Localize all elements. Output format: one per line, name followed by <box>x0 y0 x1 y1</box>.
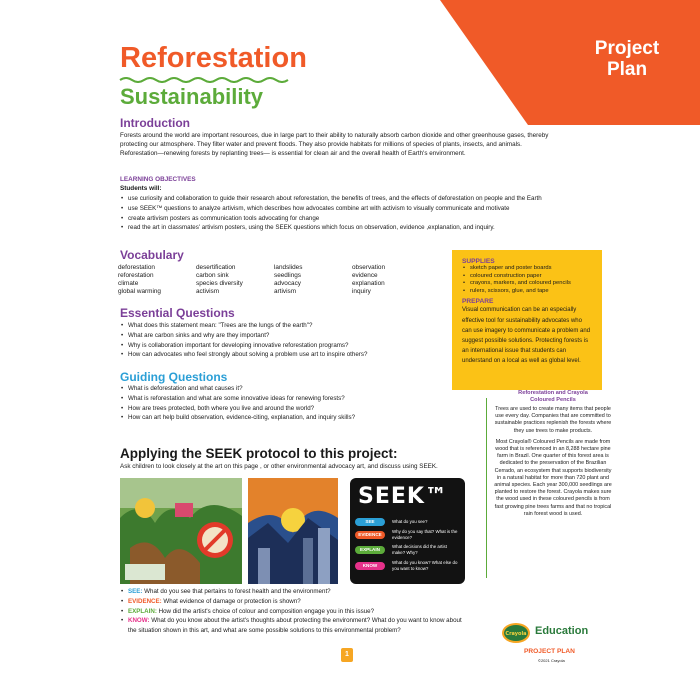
guiding-item: • What is reforestation and what are some innovative ideas for renewing forests? <box>120 394 450 404</box>
supply-item: • sketch paper and poster boards <box>462 265 592 273</box>
page-title: Reforestation <box>120 42 307 74</box>
vocab-cell: advocacy <box>274 280 301 287</box>
vocab-cell: carbon sink <box>196 272 229 279</box>
artwork-rainforest-image <box>120 478 242 584</box>
crayola-sidebar <box>493 390 613 518</box>
guiding-heading: Guiding Questions <box>120 370 228 384</box>
seek-item-see <box>120 587 465 597</box>
vocabulary-table <box>118 264 401 296</box>
seek-label-know: KNOW: <box>128 617 150 625</box>
objectives-list <box>120 194 570 233</box>
supply-item: • crayons, markers, and coloured pencils <box>462 280 592 288</box>
sidebar-paragraph-2: Most Crayola® Coloured Pencils are made from wood that is referenced in an 8,288 hectare pine farm in Brazil. One quarter of this forest area is dedicated to the preservation of the Brazilian Cerrado, an ecosystem that supports biodiversity in a natural habitat for more than 720 plant and animal species. Each year 300,000 seedlings are planted to restore the forest. Crayola makes sure the wood used in these coloured pencils is from fast growing pine trees farms and that no tropical rain forest wood is used. <box>494 438 612 517</box>
vocab-cell: seedlings <box>274 272 302 279</box>
seek-label-explain: EXPLAIN: <box>128 607 157 615</box>
crayola-logo-text: Crayola <box>505 631 527 637</box>
vocab-cell: inquiry <box>352 288 371 295</box>
education-word: Education <box>535 625 589 637</box>
seek-label-evidence: EVIDENCE: <box>128 597 162 605</box>
sidebar-heading-line1: Reforestation and Crayola <box>518 390 588 396</box>
supply-item: • rulers, scissors, glue, and tape <box>462 288 592 296</box>
sidebar-divider <box>486 398 487 578</box>
prepare-heading: PREPARE <box>462 298 494 306</box>
vocab-cell: activism <box>196 288 220 295</box>
essential-item: • What does this statement mean: "Trees are the lungs of the earth"? <box>120 321 450 331</box>
seek-lead: Ask children to look closely at the art on this page , or other environmental advocacy art, and discuss using SEEK. <box>120 463 438 470</box>
seek-question-see: What do you see? <box>392 519 428 524</box>
sidebar-paragraph-1: Trees are used to create many items that people use every day. Companies that are committed to sustainable practices replenish the forests where they use trees to make products. <box>494 406 612 434</box>
essential-item: • What are carbon sinks and why are they important? <box>120 331 450 341</box>
project-plan-banner <box>440 0 700 125</box>
vocab-cell: landslides <box>274 264 303 271</box>
seek-text-evidence: What evidence of damage or protection is shown? <box>161 597 301 605</box>
objective-item: • use curiosity and collaboration to guide their research about reforestation, the benefits of trees, and the effects of deforestation on people and the Earth <box>120 194 570 204</box>
vocab-cell: species diversity <box>196 280 243 287</box>
seek-list <box>120 587 465 636</box>
vocab-cell: global warming <box>118 288 161 295</box>
seek-question-evidence: Why do you say that? What is the evidence? <box>392 529 458 540</box>
essential-heading: Essential Questions <box>120 306 235 320</box>
artwork-city-fire-image <box>248 478 338 584</box>
essential-item: • How can advocates who feel strongly about solving a problem use art to inspire others? <box>120 350 450 360</box>
objectives-heading: LEARNING OBJECTIVES <box>120 176 196 183</box>
vocab-cell: artivism <box>274 288 297 295</box>
intro-heading: Introduction <box>120 116 190 130</box>
title-underline-squiggle <box>118 75 298 83</box>
banner-label <box>572 38 682 80</box>
footer-copyright: ©2021 Crayola <box>538 658 565 663</box>
seek-pill-know: KNOW <box>355 562 385 570</box>
vocab-cell: evidence <box>352 272 378 279</box>
supply-item: • coloured construction paper <box>462 273 592 281</box>
essential-item: • Why is collaboration important for developing innovative reforestation programs? <box>120 341 450 351</box>
vocab-cell: reforestation <box>118 272 154 279</box>
banner-label-line2: Plan <box>606 59 648 80</box>
seek-heading: Applying the SEEK protocol to this project: <box>120 446 398 461</box>
seek-pill-evidence: EVIDENCE <box>355 531 385 539</box>
supplies-list <box>462 265 592 295</box>
seek-text-explain: How did the artist's choice of colour and composition engage you in this issue? <box>156 607 375 615</box>
seek-label-see: SEE: <box>128 588 143 595</box>
page-subtitle: Sustainability <box>120 84 264 109</box>
seek-text-see: What do you see that pertains to forest health and the environment? <box>142 588 331 595</box>
vocab-cell: observation <box>352 264 386 271</box>
objective-item: • create artivism posters as communication tools advocating for change <box>120 214 570 224</box>
seek-card-title: SEEK™ <box>358 484 448 509</box>
objectives-lead: Students will: <box>120 185 162 192</box>
page-number: 1 <box>341 648 353 662</box>
vocab-cell: desertification <box>196 264 236 271</box>
seek-pill-see: SEE <box>355 518 385 526</box>
guiding-item: • How can art help build observation, evidence-citing, explanation, and inquiry skills? <box>120 413 450 423</box>
seek-question-know: What do you know? What else do you want to know? <box>392 560 458 571</box>
vocab-cell: deforestation <box>118 264 155 271</box>
seek-question-explain: What decisions did the artist make? Why? <box>392 544 447 555</box>
seek-item-explain <box>120 607 465 617</box>
seek-text-know: What do you know about the artist's thoughts about protecting the environment? What do you want to know about the situation shown in this art, and what are some possible solutions to this environmental problem? <box>128 617 462 635</box>
seek-pill-explain: EXPLAIN <box>355 546 385 554</box>
seek-item-know <box>120 616 465 636</box>
guiding-item: • How are trees protected, both where you live and around the world? <box>120 404 450 414</box>
intro-text: Forests around the world are important resources, due in large part to their ability to naturally absorb carbon dioxide and other greenhouse gases, thereby protecting our atmosphere. They filter water and prevent floods. They also provide habitats for millions of species of plants, insects, and animals. Reforestation—renewing forests by replanting trees— is essential for clean air and the overall health of Earth's environment. <box>120 132 549 157</box>
prepare-text: Visual communication can be an especially effective tool for sustainability advocates who can use imagery to communicate a problem and suggest possible solutions. Protecting forests is an international issue that students can understand on a local as well as global level. <box>462 307 591 365</box>
banner-label-line1: Project <box>594 38 660 59</box>
footer-project-plan: PROJECT PLAN <box>524 648 575 655</box>
guiding-list <box>120 384 450 423</box>
supplies-box <box>452 250 602 390</box>
seek-item-evidence <box>120 597 465 607</box>
crayola-logo <box>501 622 531 644</box>
guiding-item: • What is deforestation and what causes it? <box>120 384 450 394</box>
supplies-heading: SUPPLIES <box>462 258 495 265</box>
vocab-cell: climate <box>118 280 139 287</box>
sidebar-heading-line2: Coloured Pencils <box>530 397 576 403</box>
vocabulary-heading: Vocabulary <box>120 248 184 262</box>
objective-item: • read the art in classmates' artivism posters, using the SEEK questions which focus on observation, evidence ,explanation, and inquiry. <box>120 223 570 233</box>
vocab-cell: explanation <box>352 280 385 287</box>
seek-card <box>350 478 465 584</box>
objective-item: • use SEEK™ questions to analyze artivism, which describes how advocates combine art with activism to visually communicate and motivate <box>120 204 570 214</box>
essential-list <box>120 321 450 360</box>
